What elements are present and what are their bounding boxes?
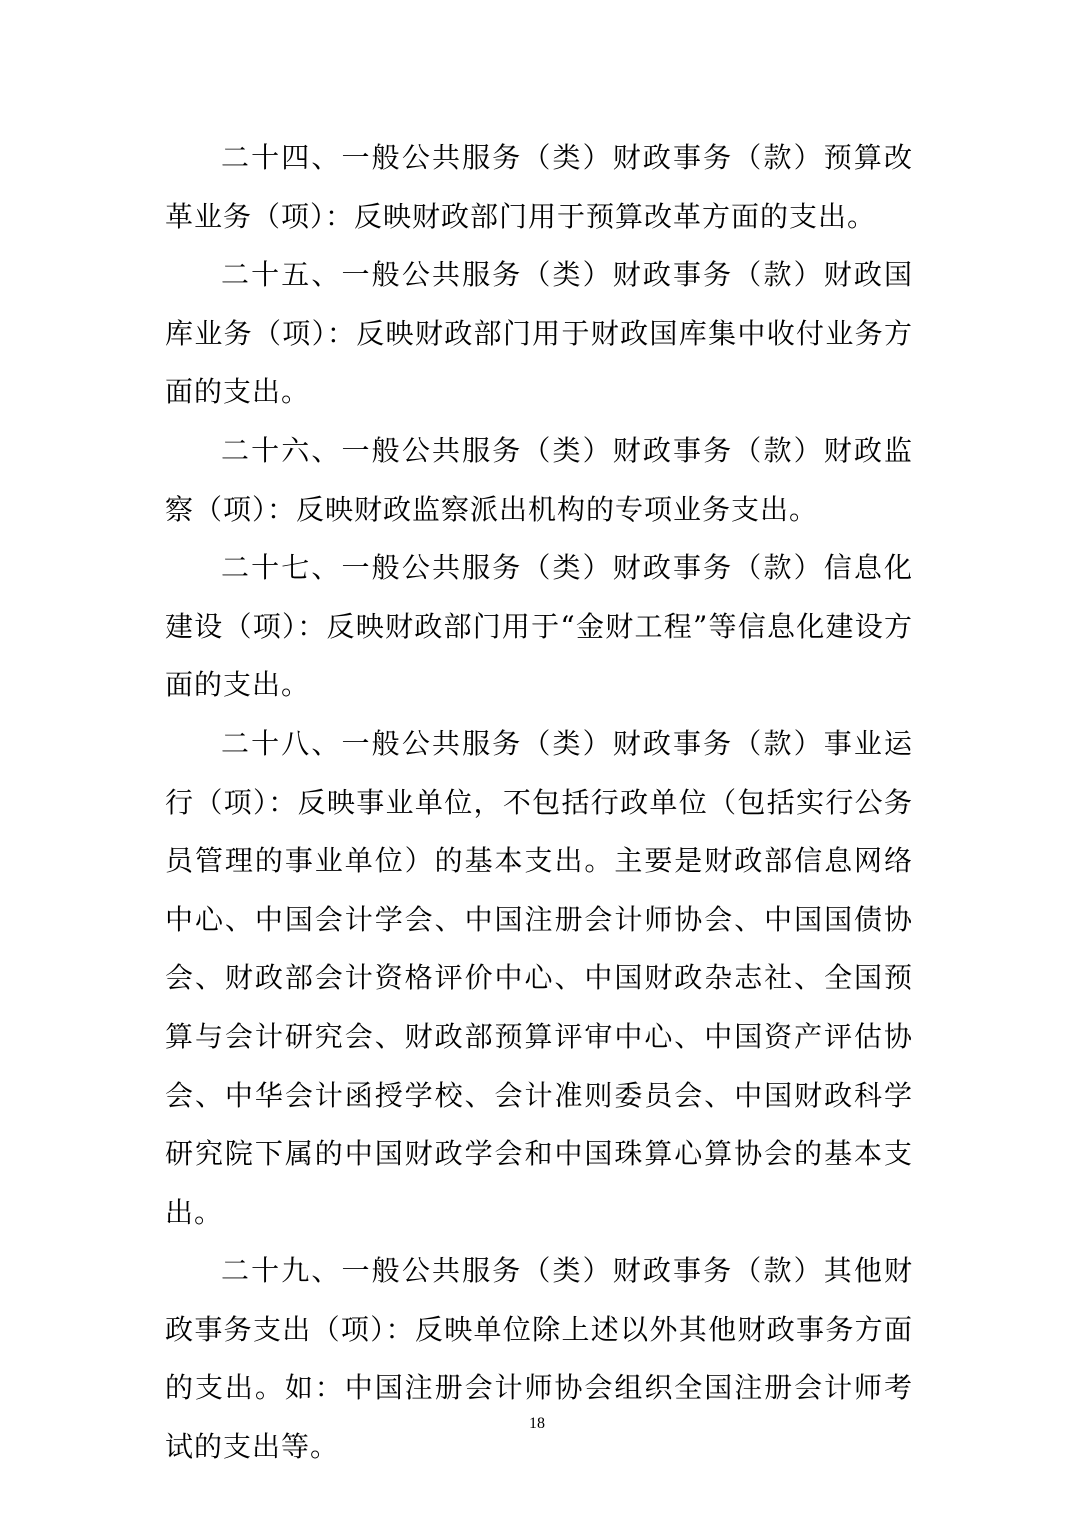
paragraph-28: 二十八、一般公共服务（类）财政事务（款）事业运行（项）：反映事业单位，不包括行政单位（包括实行公务员管理的事业单位）的基本支出。主要是财政部信息网络中心、中国会计学会、中国注册会计师协会、中国国债协会、财政部会计资格评价中心、中国财政杂志社、全国预算与会计研究会、财政部预算评审中心、中国资产评估协会、中华会计函授学校、会计准则委员会、中国财政科学研究院下属的中国财政学会和中国珠算心算协会的基本支出。 bbox=[165, 726, 913, 1229]
document-body bbox=[165, 129, 913, 1477]
paragraph-27: 二十七、一般公共服务（类）财政事务（款）信息化建设（项）：反映财政部门用于“金财工程”等信息化建设方面的支出。 bbox=[165, 551, 913, 702]
page-number: 18 bbox=[529, 1415, 545, 1432]
paragraph-25: 二十五、一般公共服务（类）财政事务（款）财政国库业务（项）：反映财政部门用于财政国库集中收付业务方面的支出。 bbox=[165, 258, 913, 409]
paragraph-24: 二十四、一般公共服务（类）财政事务（款）预算改革业务（项）：反映财政部门用于预算改革方面的支出。 bbox=[165, 141, 913, 233]
paragraph-26: 二十六、一般公共服务（类）财政事务（款）财政监察（项）：反映财政监察派出机构的专项业务支出。 bbox=[165, 433, 913, 526]
paragraph-29: 二十九、一般公共服务（类）财政事务（款）其他财政事务支出（项）：反映单位除上述以外其他财政事务方面的支出。如：中国注册会计师协会组织全国注册会计师考试的支出等。 bbox=[165, 1254, 913, 1464]
